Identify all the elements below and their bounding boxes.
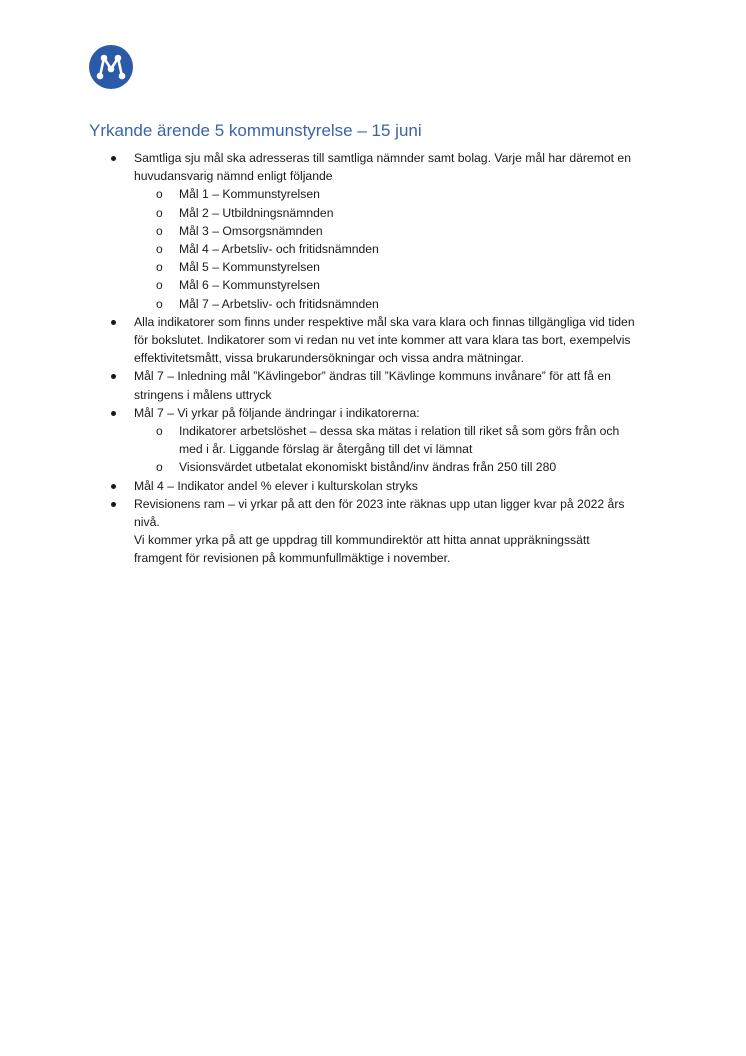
sub-item: [89, 276, 679, 294]
circle-bullet-icon: o: [156, 460, 163, 475]
text-line: Revisionens ram – vi yrkar på att den för 2023 inte räknas upp utan ligger kvar på 2022 års: [134, 496, 625, 511]
circle-bullet-icon: o: [156, 260, 163, 275]
sub-item: [89, 240, 679, 258]
circle-bullet-icon: o: [156, 424, 163, 439]
continuation-paragraph: [89, 531, 679, 567]
text-line: framgent för revisionen på kommunfullmäktige i november.: [134, 551, 451, 566]
text-line: för bokslutet. Indikatorer som vi redan nu vet inte kommer att vara klara tas bort, exempelvis: [134, 333, 631, 348]
sub-item-text: Mål 7 – Arbetsliv- och fritidsnämnden: [179, 296, 379, 311]
sub-item-text: Mål 3 – Omsorgsnämnden: [179, 223, 323, 238]
sub-item-text: Mål 1 – Kommunstyrelsen: [179, 187, 320, 202]
circle-bullet-icon: o: [156, 242, 163, 257]
sub-item: [89, 295, 679, 313]
sub-item: [89, 204, 679, 222]
bullet-dot-icon: [111, 320, 116, 325]
bullet-item: [89, 477, 679, 495]
text-line: Indikatorer arbetslöshet – dessa ska mätas i relation till riket så som görs från och: [179, 424, 620, 439]
text-line: effektivitetsmått, vissa brukarundersökningar och vissa andra mätningar.: [134, 351, 524, 366]
text-line: Mål 7 – Vi yrkar på följande ändringar i indikatorerna:: [134, 405, 420, 420]
text-line: huvudansvarig nämnd enligt följande: [134, 169, 333, 184]
circle-bullet-icon: o: [156, 296, 163, 311]
circle-bullet-icon: o: [156, 278, 163, 293]
sub-item-text: Mål 2 – Utbildningsnämnden: [179, 205, 334, 220]
bullet-dot-icon: [111, 502, 116, 507]
document-title: Yrkande ärende 5 kommunstyrelse – 15 juni: [89, 121, 422, 140]
bullet-item: [89, 495, 679, 531]
sub-item: [89, 422, 679, 458]
bullet-dot-icon: [111, 156, 116, 161]
sub-item-text: Mål 6 – Kommunstyrelsen: [179, 278, 320, 293]
circle-bullet-icon: o: [156, 223, 163, 238]
sub-item-text: Mål 4 – Arbetsliv- och fritidsnämnden: [179, 242, 379, 257]
text-line: Alla indikatorer som finns under respektive mål ska vara klara och finnas tillgängliga vid tiden: [134, 314, 635, 329]
text-line: Visionsvärdet utbetalat ekonomiskt bistånd/inv ändras från 250 till 280: [179, 460, 557, 475]
bullet-item: [89, 367, 679, 403]
sub-item: [89, 458, 679, 476]
bullet-dot-icon: [111, 411, 116, 416]
circle-bullet-icon: o: [156, 187, 163, 202]
text-line: nivå.: [134, 515, 160, 530]
bullet-item: [89, 404, 679, 422]
circle-bullet-icon: o: [156, 205, 163, 220]
bullet-dot-icon: [111, 374, 116, 379]
text-line: Mål 7 – Inledning mål ”Kävlingebor” ändras till ”Kävlinge kommuns invånare” för att få en: [134, 369, 611, 384]
sub-item: [89, 222, 679, 240]
text-line: Vi kommer yrka på att ge uppdrag till kommundirektör att hitta annat uppräkningssätt: [134, 533, 590, 548]
text-line: Mål 4 – Indikator andel % elever i kulturskolan stryks: [134, 478, 418, 493]
text-line: stringens i målens uttryck: [134, 387, 272, 402]
sub-item-text: Mål 5 – Kommunstyrelsen: [179, 260, 320, 275]
text-line: med i år. Liggande förslag är återgång till det vi lämnat: [179, 442, 473, 457]
document-body: [89, 149, 679, 568]
bullet-dot-icon: [111, 484, 116, 489]
bullet-item: [89, 313, 679, 368]
moderaterna-logo: [89, 45, 133, 89]
bullet-item: [89, 149, 679, 185]
sub-item: [89, 258, 679, 276]
sub-item: [89, 185, 679, 203]
text-line: Samtliga sju mål ska adresseras till samtliga nämnder samt bolag. Varje mål har däremot en: [134, 151, 631, 165]
